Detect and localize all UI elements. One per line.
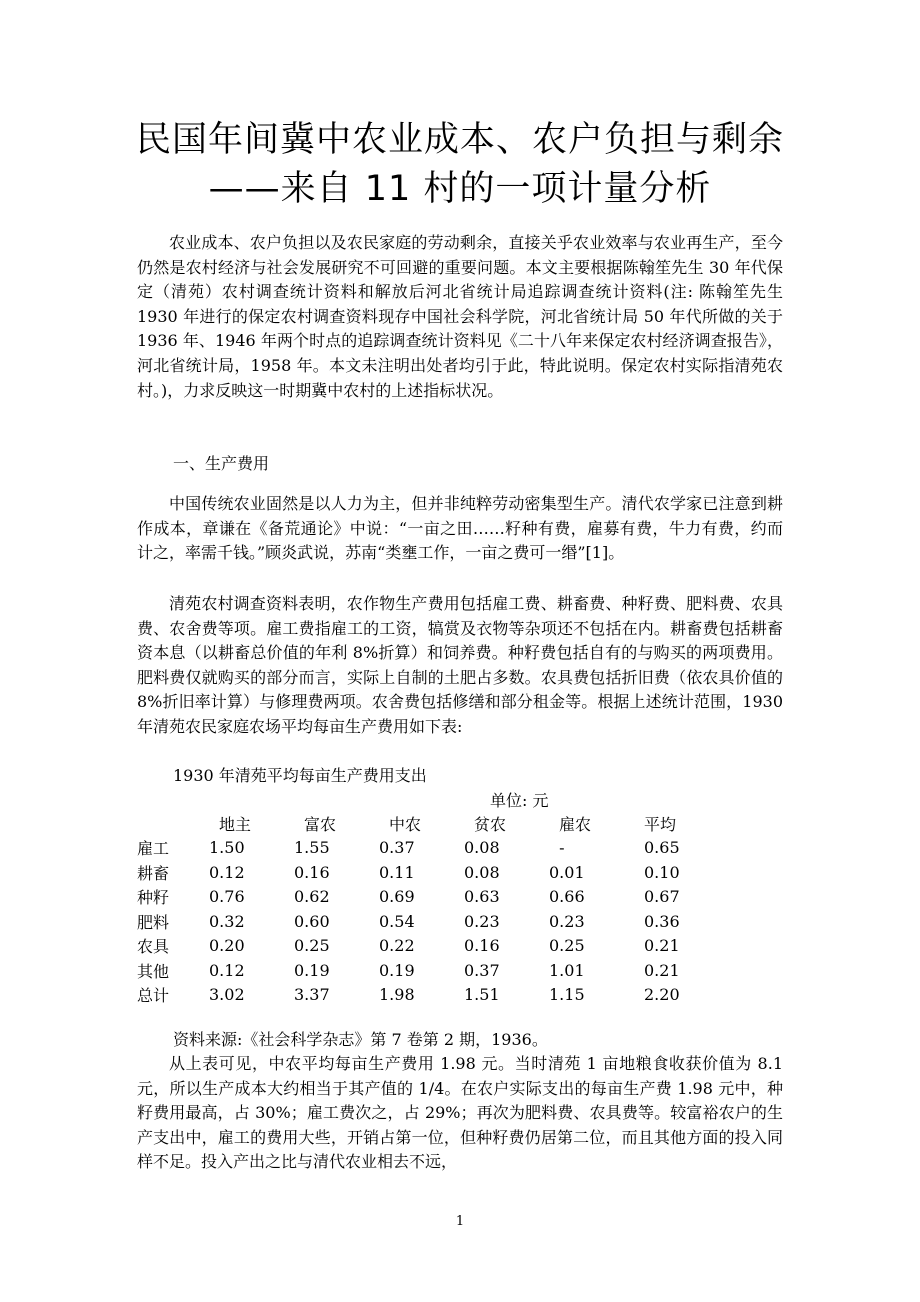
table-row: [137, 909, 704, 934]
table-cell: 0.10: [644, 862, 680, 882]
table-cell: 0.11: [379, 862, 415, 882]
table-cell: 0.65: [644, 838, 680, 858]
table-cell: 0.63: [464, 887, 500, 907]
table-cell: 0.25: [549, 936, 585, 956]
table-cell: 0.60: [294, 911, 330, 931]
header-cell: 地主: [219, 814, 252, 834]
table-cell: 1.50: [209, 838, 245, 858]
header-cell: 中农: [389, 814, 422, 834]
table-row: [137, 958, 704, 983]
title-line-2: ——来自 11 村的一项计量分析: [208, 169, 712, 209]
table-cell: 1.98: [379, 985, 415, 1005]
row-label: 种籽: [137, 888, 170, 908]
table-row: [137, 836, 704, 861]
table-cell: 3.02: [209, 985, 245, 1005]
table-cell: 0.22: [379, 936, 415, 956]
table-cell: 0.16: [294, 862, 330, 882]
table-cell: 0.19: [379, 960, 415, 980]
table-caption: 1930 年清苑平均每亩生产费用支出: [173, 766, 427, 785]
table-cell: -: [549, 838, 565, 858]
table-cell: 0.37: [464, 960, 500, 980]
table-cell: 0.21: [644, 960, 680, 980]
table-cell: 1.55: [294, 838, 330, 858]
table-unit: 单位: 元: [490, 791, 549, 810]
header-cell: 雇农: [559, 814, 592, 834]
table-cell: 0.54: [379, 911, 415, 931]
table-cell: 1.15: [549, 985, 585, 1005]
table-cell: 1.51: [464, 985, 500, 1005]
section-heading: 一、生产费用: [173, 454, 270, 473]
header-cell: [137, 811, 209, 836]
header-cell: 富农: [304, 814, 337, 834]
table-header-row: [137, 811, 704, 836]
table-cell: 3.37: [294, 985, 330, 1005]
production-cost-table: [137, 811, 704, 1007]
table-row: [137, 983, 704, 1008]
table-cell: 0.62: [294, 887, 330, 907]
paragraph-traditional-agriculture: 中国传统农业固然是以人力为主，但并非纯粹劳动密集型生产。清代农学家已注意到耕作成本，章谦在《备荒通论》中说：“一亩之田……籽种有费，雇募有费，牛力有费，约而计之，率需千钱。”顾炎武说，苏南“类壅工作，一亩之费可一缗”[1]。: [137, 494, 783, 563]
table-cell: 0.12: [209, 862, 245, 882]
table-cell: 0.08: [464, 838, 500, 858]
row-label: 耕畜: [137, 863, 170, 883]
table-cell: 0.67: [644, 887, 680, 907]
table-cell: 0.66: [549, 887, 585, 907]
title-line-1: 民国年间冀中农业成本、农户负担与剩余: [135, 120, 784, 160]
header-cell: 平均: [644, 814, 677, 834]
table-cell: 0.21: [644, 936, 680, 956]
table-row: [137, 934, 704, 959]
table-cell: 0.76: [209, 887, 245, 907]
table-cell: 0.69: [379, 887, 415, 907]
table-cell: 0.01: [549, 862, 585, 882]
table-cell: 0.32: [209, 911, 245, 931]
page-number: 1: [455, 1214, 465, 1229]
intro-paragraph: 农业成本、农户负担以及农民家庭的劳动剩余，直接关乎农业效率与农业再生产，至今仍然是农村经济与社会发展研究不可回避的重要问题。本文主要根据陈翰笙先生 30 年代保定（清苑）农村调查统计资料和解放后河北省统计局追踪调查统计资料(注: 陈翰笙先生 1930 年进行的保定农村调查资料现存中国社会科学院，河北省统计局 50 年代所做的关于 1936 年、1946 年两个时点的追踪调查统计资料见《二十八年来保定农村经济调查报告》，河北省统计局，1958 年。本文未注明出处者均引于此，特此说明。保定农村实际指清苑农村。)，力求反映这一时期冀中农村的上述指标状况。: [137, 233, 783, 400]
table-cell: 0.37: [379, 838, 415, 858]
table-cell: 0.23: [549, 911, 585, 931]
row-label: 其他: [137, 961, 170, 981]
table-source: 资料来源:《社会科学杂志》第 7 卷第 2 期，1936。: [173, 1030, 548, 1049]
table-row: [137, 860, 704, 885]
table-cell: 0.12: [209, 960, 245, 980]
table-cell: 0.19: [294, 960, 330, 980]
paragraph-qingyuan-survey: 清苑农村调查资料表明，农作物生产费用包括雇工费、耕畜费、种籽费、肥料费、农具费、农舍费等项。雇工费指雇工的工资，犒赏及衣物等杂项还不包括在内。耕畜费包括耕畜资本息（以耕畜总价值的年利 8%折算）和饲养费。种籽费包括自有的与购买的两项费用。肥料费仅就购买的部分而言，实际上自制的土肥占多数。农具费包括折旧费（依农具价值的 8%折旧率计算）与修理费两项。农舍费包括修缮和部分租金等。根据上述统计范围，1930 年清苑农民家庭农场平均每亩生产费用如下表:: [137, 594, 783, 736]
table-cell: 0.08: [464, 862, 500, 882]
row-label: 肥料: [137, 912, 170, 932]
paragraph-analysis: 从上表可见，中农平均每亩生产费用 1.98 元。当时清苑 1 亩地粮食收获价值为 8.1 元，所以生产成本大约相当于其产值的 1/4。在农户实际支出的每亩生产费 1.98 元中，种籽费用最高，占 30%；雇工费次之，占 29%；再次为肥料费、农具费等。较富裕农户的生产支出中，雇工的费用大些，开销占第一位，但种籽费仍居第二位，而且其他方面的投入同样不足。投入产出之比与清代农业相去不远，: [137, 1054, 783, 1172]
table-cell: 1.01: [549, 960, 585, 980]
table-cell: 0.23: [464, 911, 500, 931]
table-cell: 0.16: [464, 936, 500, 956]
row-label: 雇工: [137, 839, 170, 859]
table-cell: 2.20: [644, 985, 680, 1005]
header-cell: 贫农: [474, 814, 507, 834]
table-cell: 0.25: [294, 936, 330, 956]
table-cell: 0.36: [644, 911, 680, 931]
row-label: 农具: [137, 937, 170, 957]
table-cell: 0.20: [209, 936, 245, 956]
table-row: [137, 885, 704, 910]
row-label: 总计: [137, 986, 170, 1006]
